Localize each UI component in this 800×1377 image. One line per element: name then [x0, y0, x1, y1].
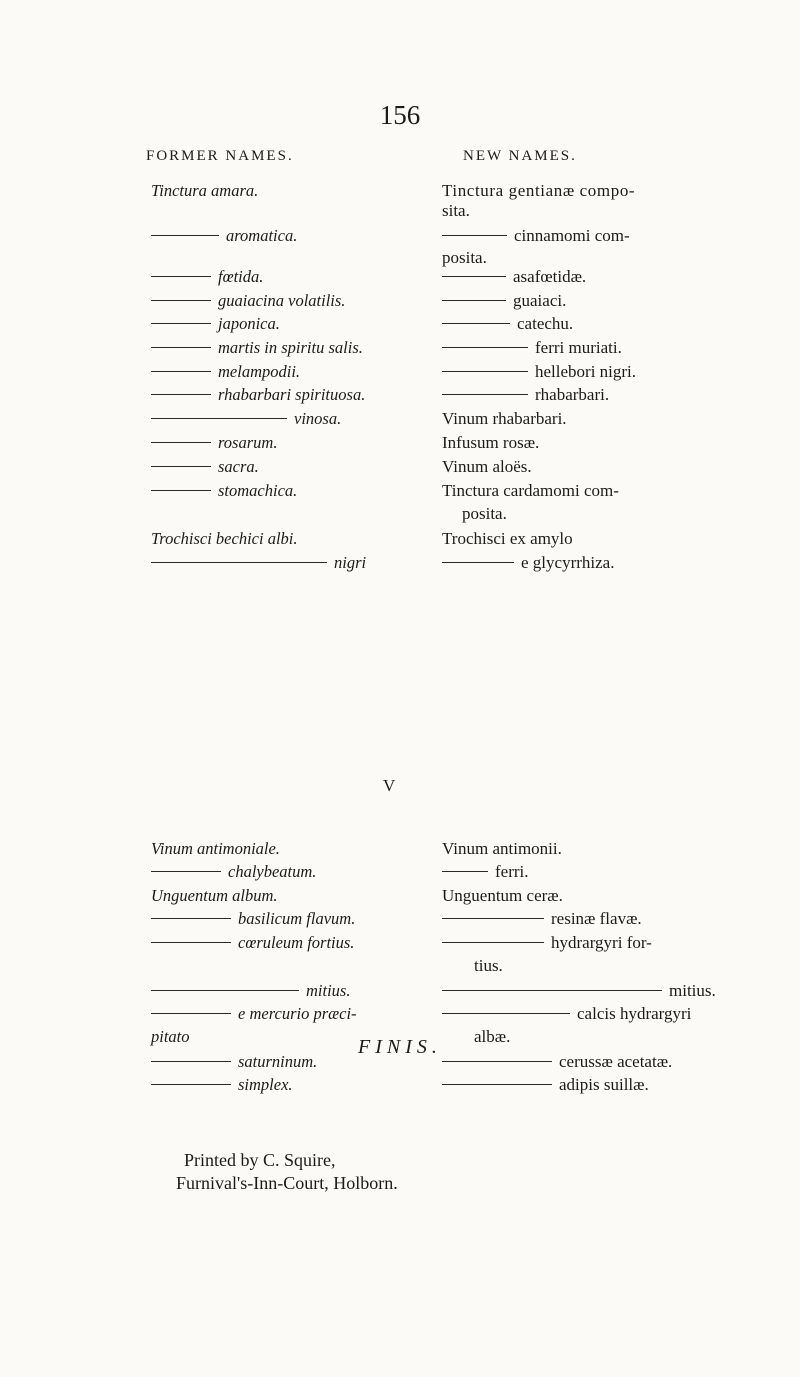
entry-text: nigri — [334, 553, 367, 573]
new-name-entry — [442, 266, 586, 287]
ditto-dash — [151, 918, 231, 919]
entry-text: martis in spiritu salis. — [218, 338, 363, 358]
former-name-entry — [151, 456, 259, 477]
former-name-entry — [151, 384, 365, 405]
ditto-dash — [151, 418, 287, 419]
entry-continuation: pitato — [151, 1027, 190, 1046]
new-name-entry — [442, 528, 573, 549]
ditto-dash — [151, 276, 211, 277]
entry-text: Infusum rosæ. — [442, 433, 540, 453]
ditto-dash — [151, 490, 211, 491]
entry-text: Tinctura amara. — [151, 181, 259, 201]
imprint-line-1: Printed by C. Squire, — [184, 1150, 336, 1170]
ditto-dash — [151, 990, 299, 991]
new-name-entry — [442, 408, 567, 429]
entry-continuation: posita. — [442, 248, 487, 267]
ditto-dash — [151, 1084, 231, 1085]
new-name-entry — [442, 337, 622, 358]
new-name-entry — [442, 180, 635, 201]
entry-text: vinosa. — [294, 409, 342, 429]
former-name-entry — [151, 885, 278, 906]
entry-text: basilicum flavum. — [238, 909, 356, 929]
former-name-entry — [151, 480, 297, 501]
entry-text: cœruleum fortius. — [238, 933, 355, 953]
ditto-dash — [442, 562, 514, 563]
former-name-entry — [151, 337, 363, 358]
entry-text: hellebori nigri. — [535, 362, 637, 382]
entry-text: chalybeatum. — [228, 862, 317, 882]
entry-text: rosarum. — [218, 433, 278, 453]
entry-continuation: posita. — [462, 504, 507, 523]
ditto-dash — [151, 347, 211, 348]
ditto-dash — [151, 466, 211, 467]
ditto-dash — [442, 1013, 570, 1014]
entry-text: japonica. — [218, 314, 280, 334]
ditto-dash — [151, 1061, 231, 1062]
finis: FINIS. — [358, 1036, 442, 1058]
ditto-dash — [442, 1084, 552, 1085]
former-name-entry — [151, 180, 258, 201]
ditto-dash — [442, 918, 544, 919]
entry-text: guaiacina volatilis. — [218, 291, 346, 311]
former-name-entry — [151, 225, 297, 246]
new-name-entry — [442, 980, 716, 1001]
new-name-entry — [442, 908, 642, 929]
former-name-entry — [151, 408, 341, 429]
entry-text: fœtida. — [218, 267, 264, 287]
entry-text: adipis suillæ. — [559, 1075, 649, 1095]
entry-text: aromatica. — [226, 226, 298, 246]
ditto-dash — [442, 990, 662, 991]
ditto-dash — [151, 235, 219, 236]
new-name-entry — [442, 932, 652, 953]
new-name-entry — [442, 552, 614, 573]
entry-text: resinæ flavæ. — [551, 909, 642, 929]
entry-text: Vinum aloës. — [442, 457, 532, 477]
former-name-entry — [151, 528, 298, 549]
imprint-line-2: Furnival's-Inn-Court, Holborn. — [176, 1173, 398, 1193]
heading-former-names: FORMER NAMES. — [146, 148, 294, 164]
entry-text: cinnamomi com- — [514, 226, 630, 246]
entry-text: stomachica. — [218, 481, 298, 501]
entry-text: rhabarbari spirituosa. — [218, 385, 366, 405]
ditto-dash — [442, 300, 506, 301]
new-name-entry — [442, 313, 573, 334]
entry-text: Vinum antimonii. — [442, 839, 562, 859]
new-name-entry — [442, 1003, 691, 1024]
ditto-dash — [151, 300, 211, 301]
entry-text: simplex. — [238, 1075, 293, 1095]
new-name-entry — [442, 361, 636, 382]
ditto-dash — [442, 276, 506, 277]
new-name-entry — [442, 838, 562, 859]
entry-text: Unguentum album. — [151, 886, 278, 906]
ditto-dash — [442, 323, 510, 324]
entry-text: mitius. — [669, 981, 716, 1001]
page-number: 156 — [379, 100, 421, 130]
former-name-entry — [151, 980, 350, 1001]
entry-text: asafœtidæ. — [513, 267, 587, 287]
entry-text: Unguentum ceræ. — [442, 886, 563, 906]
former-name-entry — [151, 1003, 357, 1024]
entry-continuation: tius. — [474, 956, 503, 975]
ditto-dash — [151, 1013, 231, 1014]
entry-text: Trochisci ex amylo — [442, 529, 573, 549]
ditto-dash — [442, 1061, 552, 1062]
ditto-dash — [151, 442, 211, 443]
entry-text: e glycyrrhiza. — [521, 553, 615, 573]
entry-text: hydrargyri for- — [551, 933, 652, 953]
new-name-entry — [442, 384, 609, 405]
new-name-entry — [442, 480, 619, 501]
signature-mark: V — [383, 776, 396, 795]
former-name-entry — [151, 266, 263, 287]
entry-text: Tinctura cardamomi com- — [442, 481, 619, 501]
ditto-dash — [151, 323, 211, 324]
entry-text: mitius. — [306, 981, 351, 1001]
ditto-dash — [151, 871, 221, 872]
entry-text: sacra. — [218, 457, 259, 477]
heading-new-names: NEW NAMES. — [463, 148, 577, 164]
ditto-dash — [151, 562, 327, 563]
ditto-dash — [442, 871, 488, 872]
entry-text: Vinum rhabarbari. — [442, 409, 567, 429]
former-name-entry — [151, 290, 345, 311]
ditto-dash — [442, 371, 528, 372]
entry-text: Trochisci bechici albi. — [151, 529, 298, 549]
ditto-dash — [442, 347, 528, 348]
entry-text: ferri. — [495, 862, 529, 882]
new-name-entry — [442, 861, 529, 882]
entry-text: Tinctura gentianæ compo- — [442, 181, 636, 201]
ditto-dash — [442, 235, 507, 236]
new-name-entry — [442, 456, 532, 477]
entry-continuation: sita. — [442, 201, 470, 220]
new-name-entry — [442, 225, 630, 246]
new-name-entry — [442, 885, 563, 906]
former-name-entry — [151, 861, 316, 882]
ditto-dash — [151, 942, 231, 943]
former-name-entry — [151, 552, 366, 573]
entry-text: rhabarbari. — [535, 385, 610, 405]
new-name-entry — [442, 290, 566, 311]
entry-continuation: albæ. — [474, 1027, 511, 1046]
former-name-entry — [151, 313, 280, 334]
entry-text: calcis hydrargyri — [577, 1004, 692, 1024]
entry-text: cerussæ acetatæ. — [559, 1052, 673, 1072]
ditto-dash — [151, 394, 211, 395]
former-name-entry — [151, 361, 300, 382]
ditto-dash — [442, 394, 528, 395]
former-name-entry — [151, 932, 354, 953]
new-name-entry — [442, 1074, 649, 1095]
entry-text: ferri muriati. — [535, 338, 622, 358]
entry-text: Vinum antimoniale. — [151, 839, 280, 859]
ditto-dash — [442, 942, 544, 943]
entry-text: guaiaci. — [513, 291, 567, 311]
ditto-dash — [151, 371, 211, 372]
entry-text: catechu. — [517, 314, 574, 334]
former-name-entry — [151, 838, 280, 859]
entry-text: e mercurio præci- — [238, 1004, 357, 1024]
former-name-entry — [151, 1074, 293, 1095]
entry-text: saturninum. — [238, 1052, 318, 1072]
former-name-entry — [151, 432, 277, 453]
new-name-entry — [442, 432, 539, 453]
former-name-entry — [151, 908, 355, 929]
entry-text: melampodii. — [218, 362, 301, 382]
